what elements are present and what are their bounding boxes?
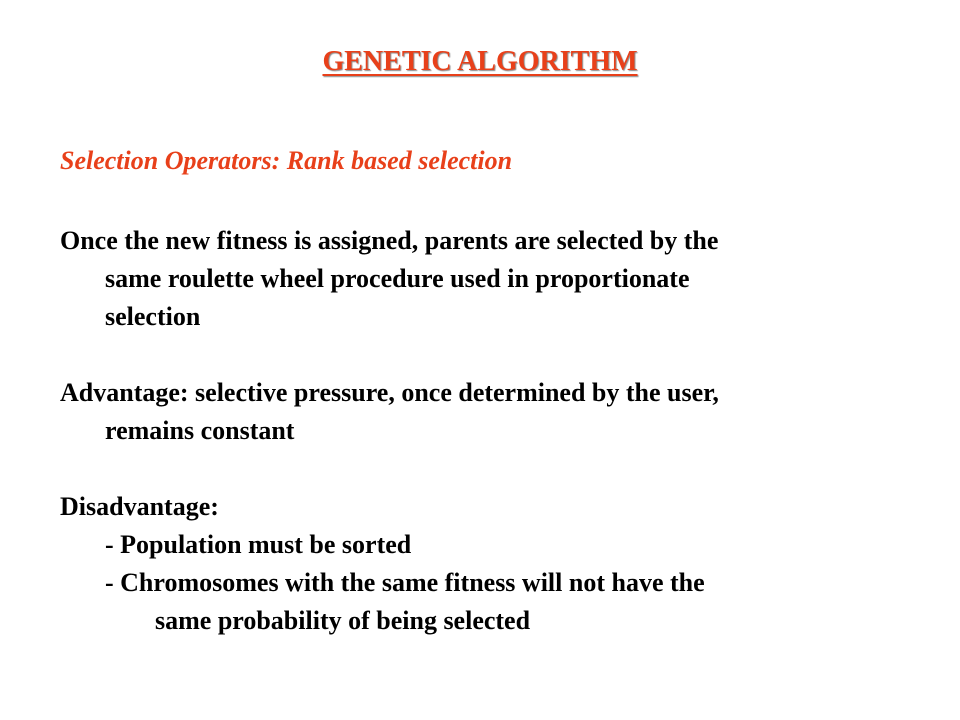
bullet-item: - Population must be sorted	[105, 530, 412, 559]
paragraph-fitness-selection	[60, 222, 900, 336]
paragraph-line: remains constant	[105, 416, 295, 445]
disadvantage-heading: Disadvantage:	[60, 492, 219, 521]
paragraph-advantage	[60, 374, 900, 450]
paragraph-line: Once the new fitness is assigned, parents are selected by the	[60, 226, 719, 255]
bullet-item: - Chromosomes with the same fitness will not have the	[105, 568, 705, 597]
slide-title: GENETIC ALGORITHM	[322, 46, 638, 77]
slide-subtitle: Selection Operators: Rank based selection	[60, 146, 513, 175]
paragraph-disadvantage	[60, 488, 900, 640]
bullet-item-continuation: same probability of being selected	[155, 606, 531, 635]
paragraph-line: same roulette wheel procedure used in proportionate	[105, 264, 690, 293]
paragraph-line: Advantage: selective pressure, once determined by the user,	[60, 378, 719, 407]
paragraph-line: selection	[105, 302, 201, 331]
